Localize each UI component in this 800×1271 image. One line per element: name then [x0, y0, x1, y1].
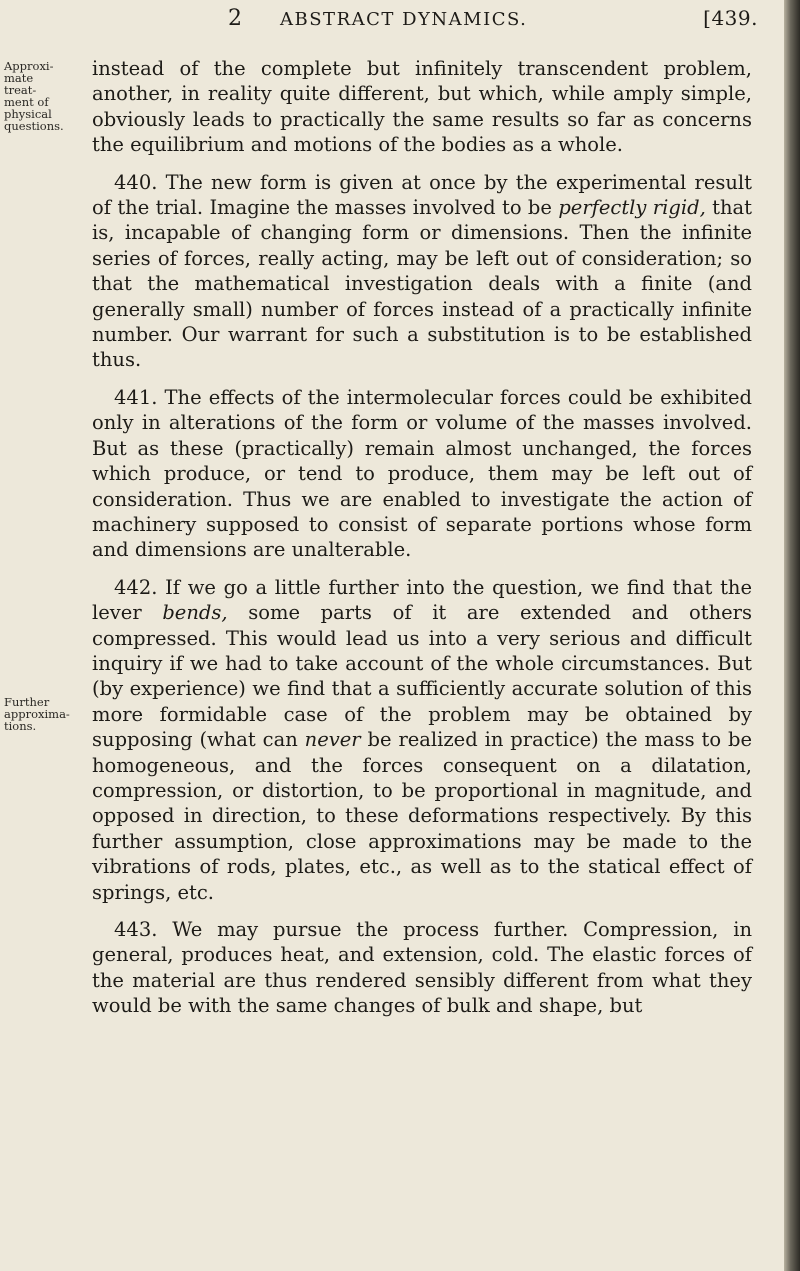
- margin-note-line: ment of: [4, 95, 49, 109]
- emphasis-text: bends,: [162, 601, 228, 625]
- paragraph-text: The effects of the intermolecular forces could be exhibited only in alterations of the form or volume of the masses involved. But as these (practically) remain almost unchanged, the forces which produce, or tend to produce, them may be left out of consideration. Thus we are enabled to investigate the action of machinery supposed to consist of separate portions whose form and dimensions are unalterable.: [92, 385, 752, 562]
- paragraph-text: be realized in practice) the mass to be homogeneous, and the forces consequent on a dilatation, compression, or distortion, to be proportional in magnitude, and opposed in direction, to these deformations respectively. By this further assumption, close approximations may be made to the vibrations of rods, plates, etc., as well as to the statical effect of springs, etc.: [92, 728, 752, 904]
- paragraph-text: If we go a little further into the question, we find that the lever: [92, 575, 753, 625]
- paragraph-number: 440.: [114, 170, 158, 194]
- margin-note-line: physical: [4, 107, 52, 121]
- page-edge-shadow: [784, 0, 800, 1271]
- margin-note-line: approxima-: [4, 707, 70, 721]
- paragraph-text: The new form is given at once by the experimental result of the trial. Imagine the masses involved to be: [92, 170, 753, 220]
- paragraph-441: [92, 385, 752, 563]
- margin-note-line: Further: [4, 695, 50, 709]
- margin-note-line: Approxi-: [4, 59, 54, 73]
- margin-note-line: tions.: [4, 719, 37, 733]
- emphasis-text: never: [304, 728, 361, 752]
- paragraph-number: 441.: [114, 385, 158, 409]
- section-reference: [439.: [703, 6, 758, 30]
- paragraph-text: We may pursue the process further. Compression, in general, produces heat, and extension, cold. The elastic forces of the material are thus rendered sensibly different from what they would be with the same changes of bulk and shape, but: [92, 918, 752, 1018]
- page-number: 2: [228, 6, 243, 31]
- body-text: [92, 56, 752, 1019]
- margin-note-line: mate treat-: [4, 71, 37, 97]
- paragraph-number: 442.: [114, 575, 158, 599]
- paragraph-continuation: [92, 56, 752, 158]
- paragraph-440: [92, 170, 752, 373]
- running-title: ABSTRACT DYNAMICS.: [280, 9, 528, 30]
- margin-note-approximate-treatment: [4, 60, 68, 132]
- emphasis-text: perfectly rigid,: [558, 196, 706, 220]
- paragraph-text: some parts of it are extended and others compressed. This would lead us into a very serious and difficult inquiry if we had to take account of the whole circumstances. But (by experience) we find that a sufficiently accurate solution of this more formidable case of the problem may be obtained by supposing (what can: [92, 601, 752, 752]
- paragraph-443: [92, 917, 752, 1019]
- paragraph-text: that is, incapable of changing form or dimensions. Then the infinite series of forces, really acting, may be left out of consideration; so that the mathematical investigation deals with a finite (and generally small) number of forces instead of a practically infinite number. Our warrant for such a substitution is to be established thus.: [92, 196, 752, 372]
- paragraph-number: 443.: [114, 918, 158, 941]
- margin-note-line: questions.: [4, 119, 64, 133]
- margin-note-further-approximations: [4, 696, 68, 732]
- running-header: [228, 6, 758, 36]
- paragraph-text: instead of the complete but infinitely transcendent problem, another, in reality quite different, but which, while amply simple, obviously leads to practically the same results so far as concerns the equilibrium and motions of the bodies as a whole.: [92, 57, 752, 157]
- paragraph-442: [92, 575, 752, 905]
